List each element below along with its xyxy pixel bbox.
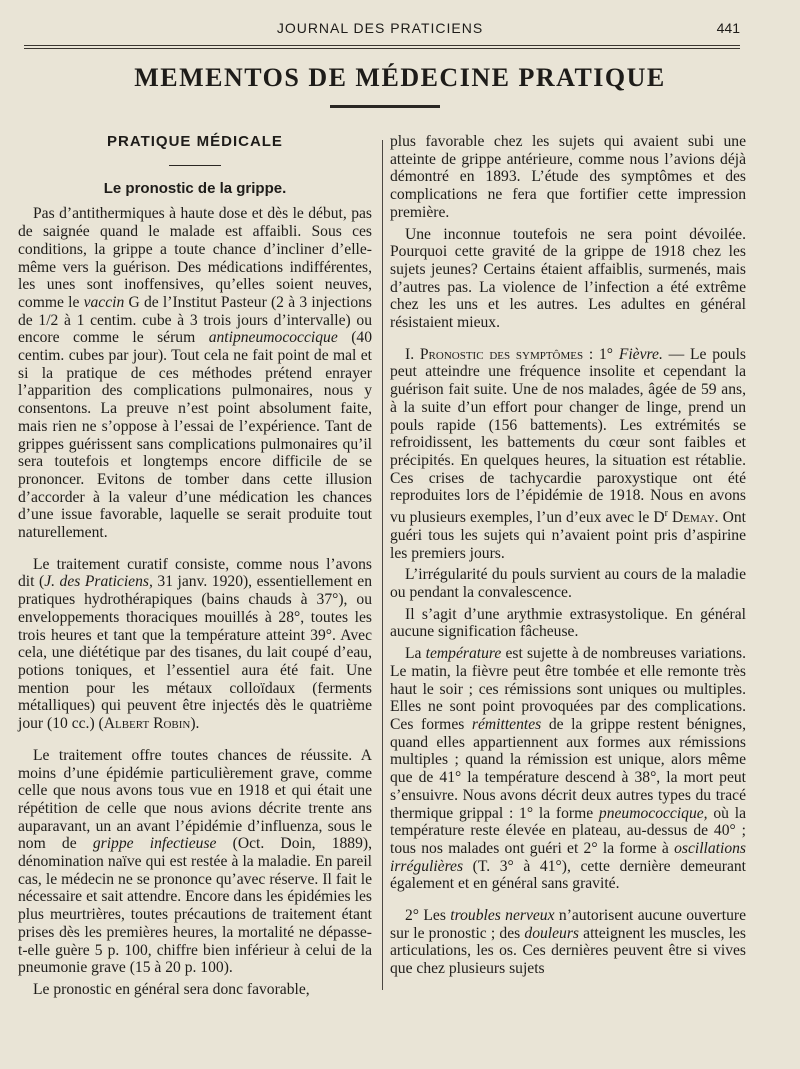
paragraph-continuation: plus favorable chez les sujets qui avaient subi une atteinte de grippe antérieure, comme nous l’avions déjà démontré en 1893. L’étude des symptômes et des complications ne fera que fortifier cette impression première. — [390, 133, 746, 221]
section-title: MEMENTOS DE MÉDECINE PRATIQUE — [134, 63, 666, 92]
running-head — [20, 18, 740, 42]
paragraph-chances-reussite: Le traitement offre toutes chances de réussite. A moins d’une épidémie particulièrement grave, comme celle que nous avons tous vue en 1918 et qui était une répétition de celle que nous avions décrite trente ans auparavant, un an avant l’épidémie d’influenza, sous le nom de grippe infectieuse (Oct. Doin, 1889), dénomination naïve qui est restée à la maladie. En pareil cas, le médecin ne se prononce qu’avec réserve. Il fait le nécessaire et sait attendre. Encore dans les épidémies les plus meurtrières, toutes précautions de traitement étant prises dès les premières heures, la mortalité ne dépasse-t-elle guère 5 p. 100, chiffre bien inférieur à celui de la pneumonie grave (15 à 20 p. 100). — [18, 746, 372, 977]
paragraph-arythmie: Il s’agit d’une arythmie extrasystolique. En général aucune signification fâcheuse. — [390, 605, 746, 641]
paragraph-inconnue: Une inconnue toutefois ne sera point dévoilée. Pourquoi cette gravité de la grippe de 1918 chez les sujets jeunes? Certains étaient affaiblis, surmenés, mais d’autres pas. La violence de l’infection a été extrême chez les uns et les autres. Les adultes en général résistaient mieux. — [390, 225, 746, 332]
article-title: Le pronostic de la grippe. — [103, 179, 287, 197]
page-number: 441 — [716, 20, 740, 36]
right-column — [390, 133, 746, 978]
header-rule-double — [24, 48, 740, 49]
paragraph-pronostic-general: Le pronostic en général sera donc favorable, — [33, 980, 310, 998]
journal-title: JOURNAL DES PRATICIENS — [276, 20, 484, 36]
paragraph-irregularite-pouls: L’irrégularité du pouls survient au cours de la maladie ou pendant la convalescence. — [390, 566, 746, 602]
title-rule — [330, 105, 440, 108]
paragraph-temperature: La température est sujette à de nombreuses variations. Le matin, la fièvre peut être tombée et elle remonte très haut le soir ; ces rémissions sont uniques ou multiples. Elles ne sont point provoquées par des complications. Ces formes rémittentes de la grippe restent bénignes, quand elles appartiennent aux formes aux rémissions multiples ; quand la rémission est unique, alors même que de 41° la température descend à 38°, la mort peut s’ensuivre. Nous avons décrit deux autres types du tracé thermique grippal : 1° la forme pneumococcique, où la température reste élevée en plateau, au-dessus de 40° ; tous nos malades ont guéri et 2° la forme à oscillations irrégulières (T. 3° à 41°), cette dernière demeurant également et en général sans gravité. — [390, 645, 746, 893]
paragraph-traitement-curatif: Le traitement curatif consiste, comme nous l’avons dit (J. des Praticiens, 31 janv. 1920), essentiellement en pratiques hydrothérapiques (bains chauds à 37°), ou enveloppements thoraciques mouillés à 28°, toutes les trois heures et tant que la température atteint 39°. Avec cela, une diététique par des tisanes, du lait coupé d’eau, potions toniques, et l’essentiel aura été fait. Une mention pour les métaux colloïdaux (ferments métalliques) qui peuvent être injectés dès le quatrième jour (10 cc.) (Albert Robin). — [18, 555, 372, 733]
paragraph-fievre: I. Pronostic des symptômes : 1° Fièvre. — Le pouls peut atteindre une fréquence insolite et cependant la guérison fait suite. Une de nos malades, âgée de 59 ans, à la suite d’un effort pour changer de linge, prend un pouls rapide (156 battements). Les extrémités se refroidissent, les battements du cœur sont faibles et précipités. En quelques heures, la situation est rétablie. Ces crises de tachycardie paroxystique ont été reproduites lors de l’épidémie de 1918. Nous en avons vu plusieurs exemples, l’un d’eux avec le $D^r$ Demay. Ont guéri tous les sujets qui n’avaient point pris d’aspirine les premiers jours. — [390, 345, 746, 562]
column-divider — [382, 140, 383, 990]
subsection-rule — [169, 165, 221, 166]
subsection-heading: PRATIQUE MÉDICALE — [107, 133, 283, 150]
header-rule — [24, 45, 740, 46]
paragraph-troubles-nerveux: 2° Les troubles nerveux n’autorisent aucune ouverture sur le pronostic ; des douleurs atteignent les muscles, les articulations, les os. Ces dernières peuvent être si vives que chez plusieurs sujets — [390, 907, 746, 978]
left-column — [18, 133, 372, 999]
paragraph-antithermiques: Pas d’antithermiques à haute dose et dès le début, pas de saignée quand le malade est affaibli. Sous ces conditions, la grippe a toute chance d’incliner d’elle-même vers la guérison. Des médications indifférentes, les unes sont inoffensives, qu’elles soient neuves, comme le vaccin G de l’Institut Pasteur (2 à 3 injections de 1/2 à 1 centim. cube à 3 trois jours d’intervalle) ou encore comme le sérum antipneumococcique (40 centim. cubes par jour). Tout cela ne fait point de mal et si la pratique de ces méthodes prétend enrayer l’apparition des complications pulmonaires, nous y consentons. La preuve n’est point absolument faite, mais rien ne s’oppose à l’essai de l’expérience. Tant de grippes guérissent sans complications pulmonaires qu’il sera toutefois et longtemps encore difficile de se prononcer. Evitons de tomber dans cette illusion d’accorder à la valeur d’une médication les chances d’une issue favorable, laquelle se serait produite tout naturellement. — [18, 205, 373, 542]
